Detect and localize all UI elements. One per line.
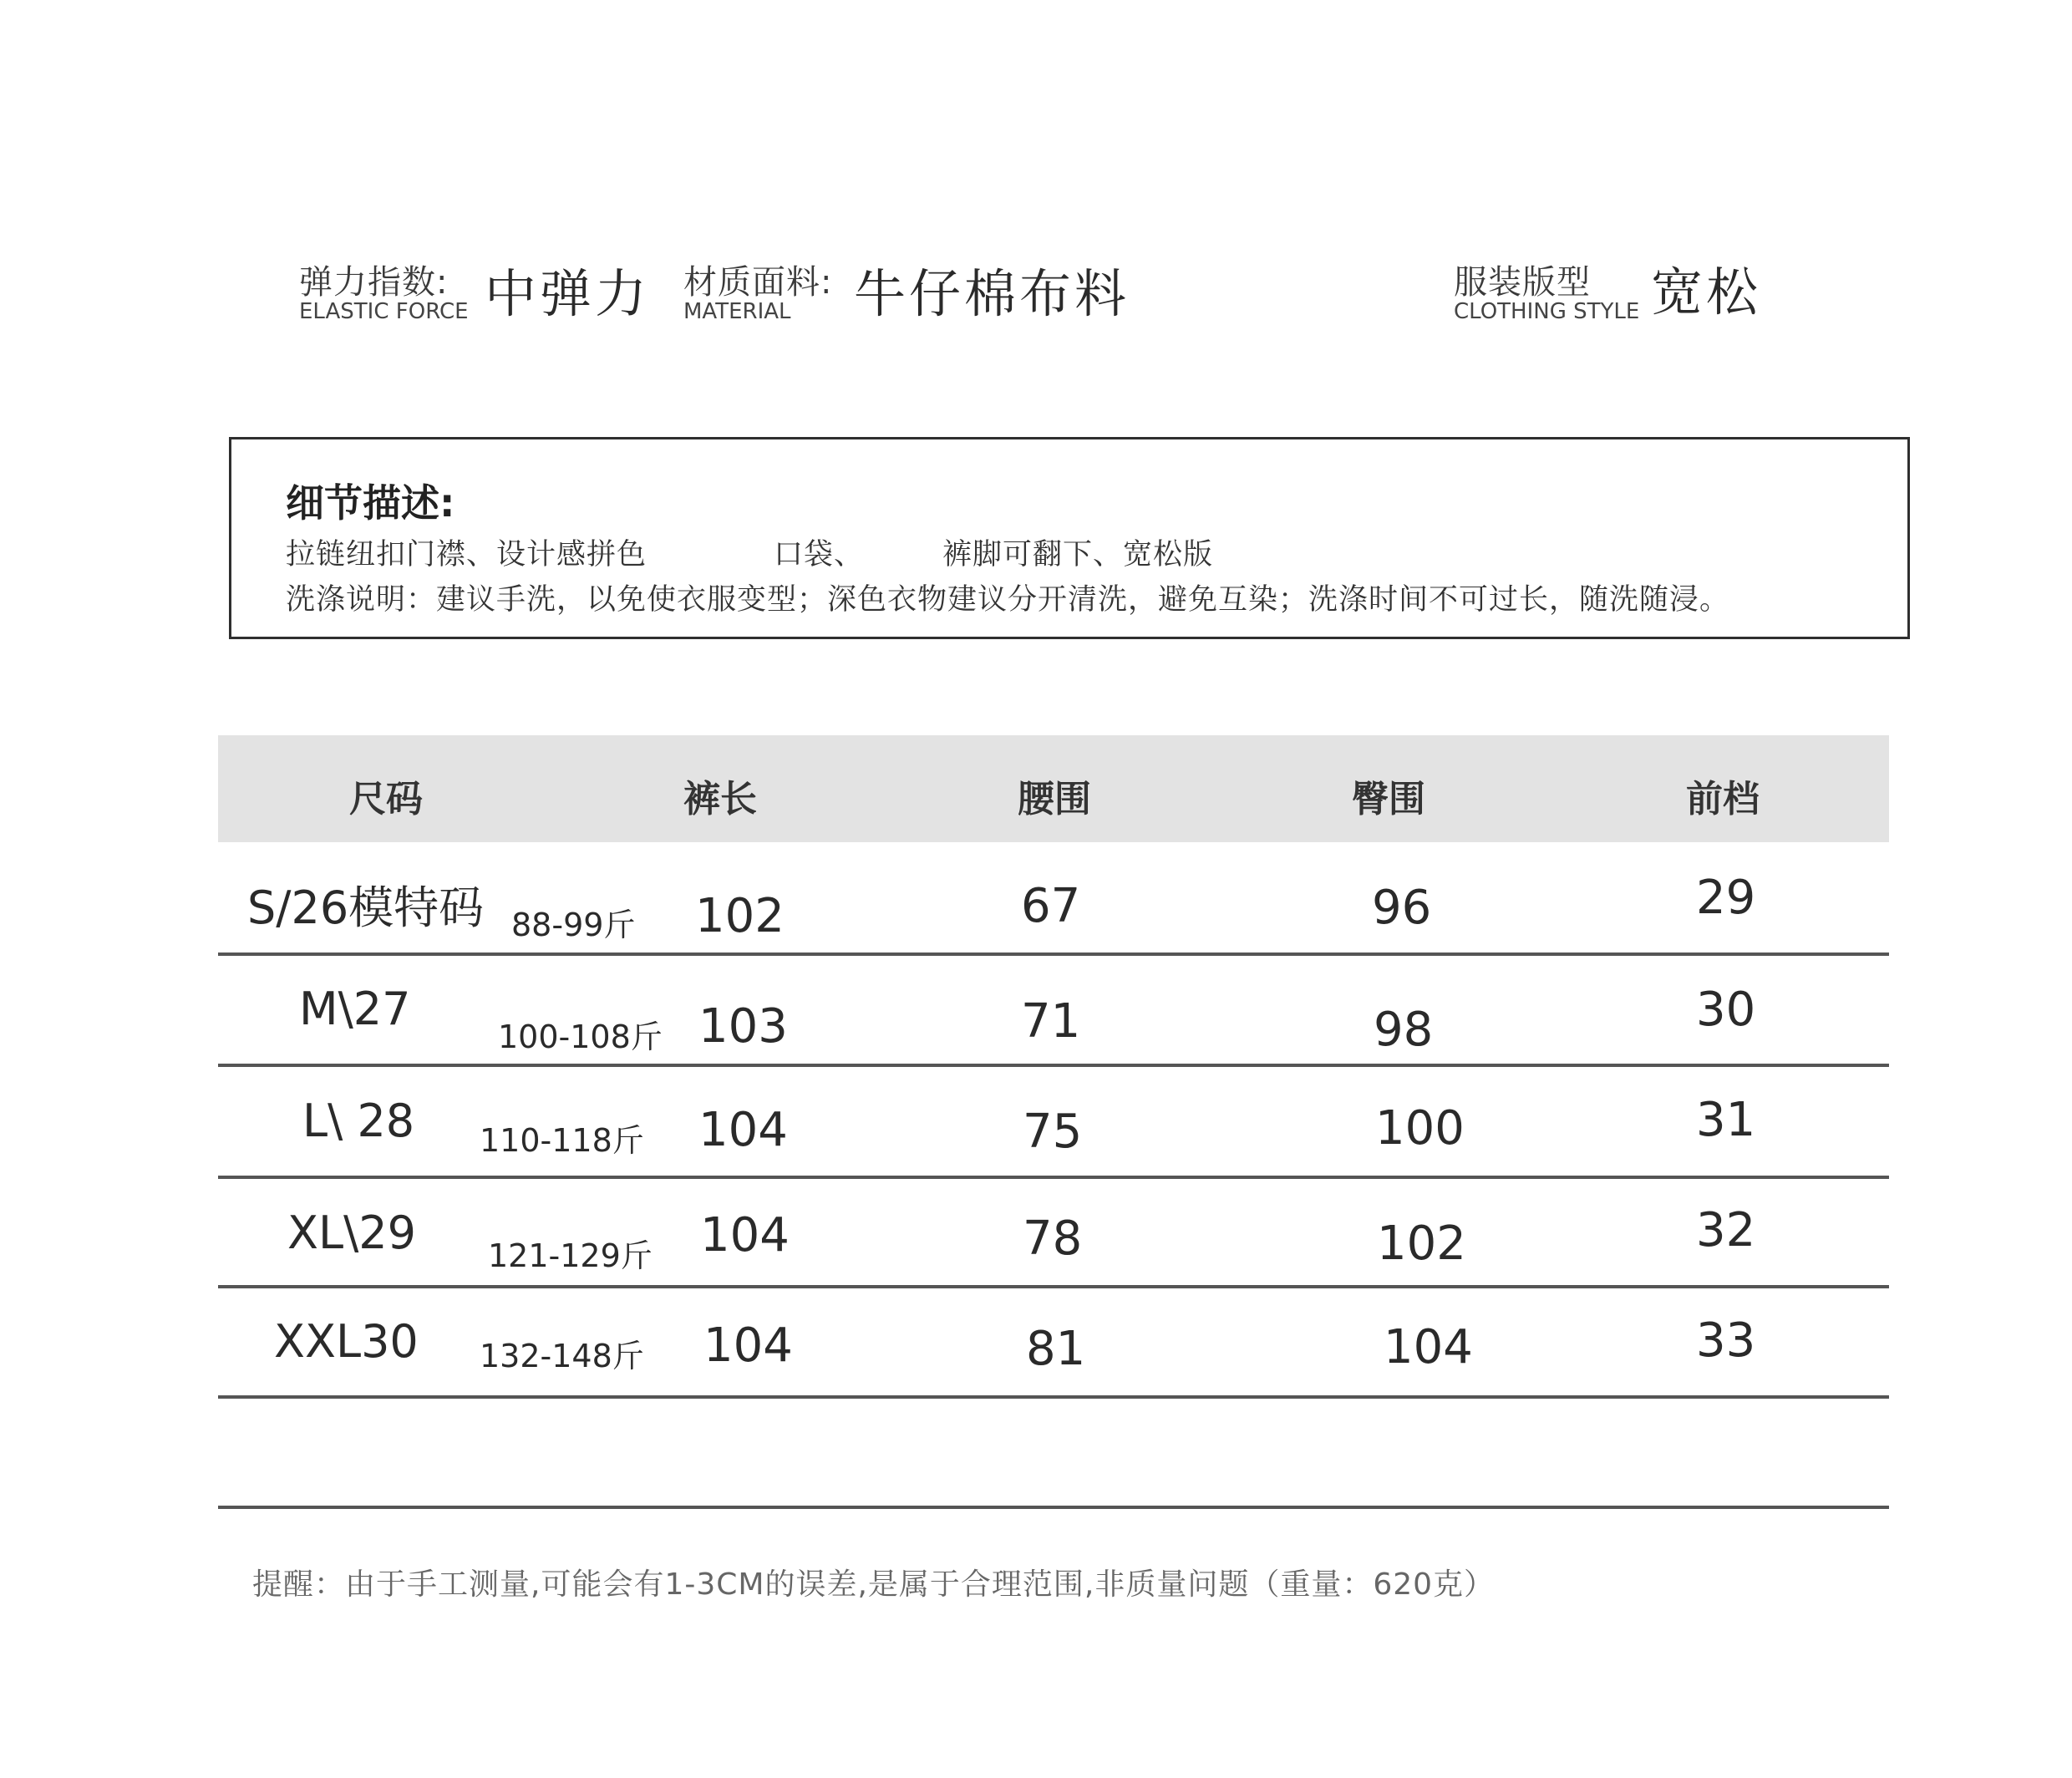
cell-weight: 132-148斤: [480, 1338, 644, 1374]
cell-hip: 102: [1377, 1217, 1466, 1271]
style-label-en: CLOTHING STYLE: [1454, 299, 1640, 324]
details-title: 细节描述:: [286, 480, 455, 526]
material-label-en: MATERIAL: [683, 299, 791, 324]
row-divider: [218, 1176, 1889, 1179]
details-features-1: 拉链纽扣门襟、设计感拼色: [286, 538, 648, 572]
cell-length: 103: [698, 999, 788, 1054]
header-waist: 腰围: [1018, 778, 1091, 820]
cell-rise: 30: [1696, 983, 1756, 1037]
cell-hip: 104: [1384, 1320, 1473, 1374]
row-divider: [218, 952, 1889, 956]
cell-weight: 110-118斤: [480, 1122, 644, 1159]
style-label: 服装版型: [1454, 263, 1591, 302]
cell-rise: 31: [1696, 1093, 1756, 1147]
cell-length: 104: [703, 1318, 793, 1373]
cell-waist: 81: [1026, 1322, 1086, 1376]
row-divider: [218, 1064, 1889, 1067]
cell-waist: 71: [1021, 994, 1081, 1049]
cell-length: 104: [700, 1208, 790, 1262]
cell-length: 104: [698, 1103, 788, 1157]
cell-rise: 29: [1696, 871, 1756, 925]
header-rise: 前档: [1686, 778, 1760, 820]
cell-length: 102: [695, 889, 785, 943]
details-features-2: 口袋、: [774, 538, 865, 572]
elastic-label: 弹力指数:: [299, 263, 449, 302]
measurement-footnote: 提醒：由于手工测量,可能会有1-3CM的误差,是属于合理范围,非质量问题（重量：620克）: [252, 1567, 1496, 1602]
elastic-label-en: ELASTIC FORCE: [299, 299, 469, 324]
cell-rise: 33: [1696, 1313, 1756, 1368]
cell-weight: 121-129斤: [488, 1237, 653, 1274]
header-length: 裤长: [683, 778, 757, 820]
cell-size: M\27: [299, 983, 411, 1035]
cell-size: XL\29: [287, 1206, 416, 1259]
cell-size: L\ 28: [302, 1095, 415, 1147]
cell-rise: 32: [1696, 1203, 1756, 1257]
cell-waist: 75: [1023, 1105, 1083, 1159]
style-value: 宽松: [1651, 262, 1762, 323]
material-label: 材质面料:: [683, 263, 833, 302]
cell-hip: 98: [1374, 1003, 1434, 1057]
cell-weight: 88-99斤: [511, 907, 636, 943]
row-divider: [218, 1285, 1889, 1288]
cell-hip: 96: [1372, 881, 1432, 935]
material-value: 牛仔棉布料: [854, 263, 1130, 324]
row-divider: [218, 1395, 1889, 1399]
cell-waist: 67: [1021, 879, 1081, 933]
cell-waist: 78: [1023, 1212, 1083, 1266]
cell-size: XXL30: [274, 1315, 419, 1368]
details-wash-instructions: 洗涤说明：建议手洗，以免使衣服变型；深色衣物建议分开清洗，避免互染；洗涤时间不可过长，随洗随浸。: [286, 583, 1730, 617]
table-bottom-rule: [218, 1506, 1889, 1509]
header-size: 尺码: [349, 778, 423, 820]
header-hip: 臀围: [1352, 778, 1425, 820]
cell-hip: 100: [1375, 1101, 1465, 1156]
details-features-3: 裤脚可翻下、宽松版: [942, 538, 1214, 572]
elastic-value: 中弹力: [485, 263, 651, 324]
cell-size: S/26模特码: [247, 881, 485, 934]
cell-weight: 100-108斤: [498, 1019, 663, 1055]
